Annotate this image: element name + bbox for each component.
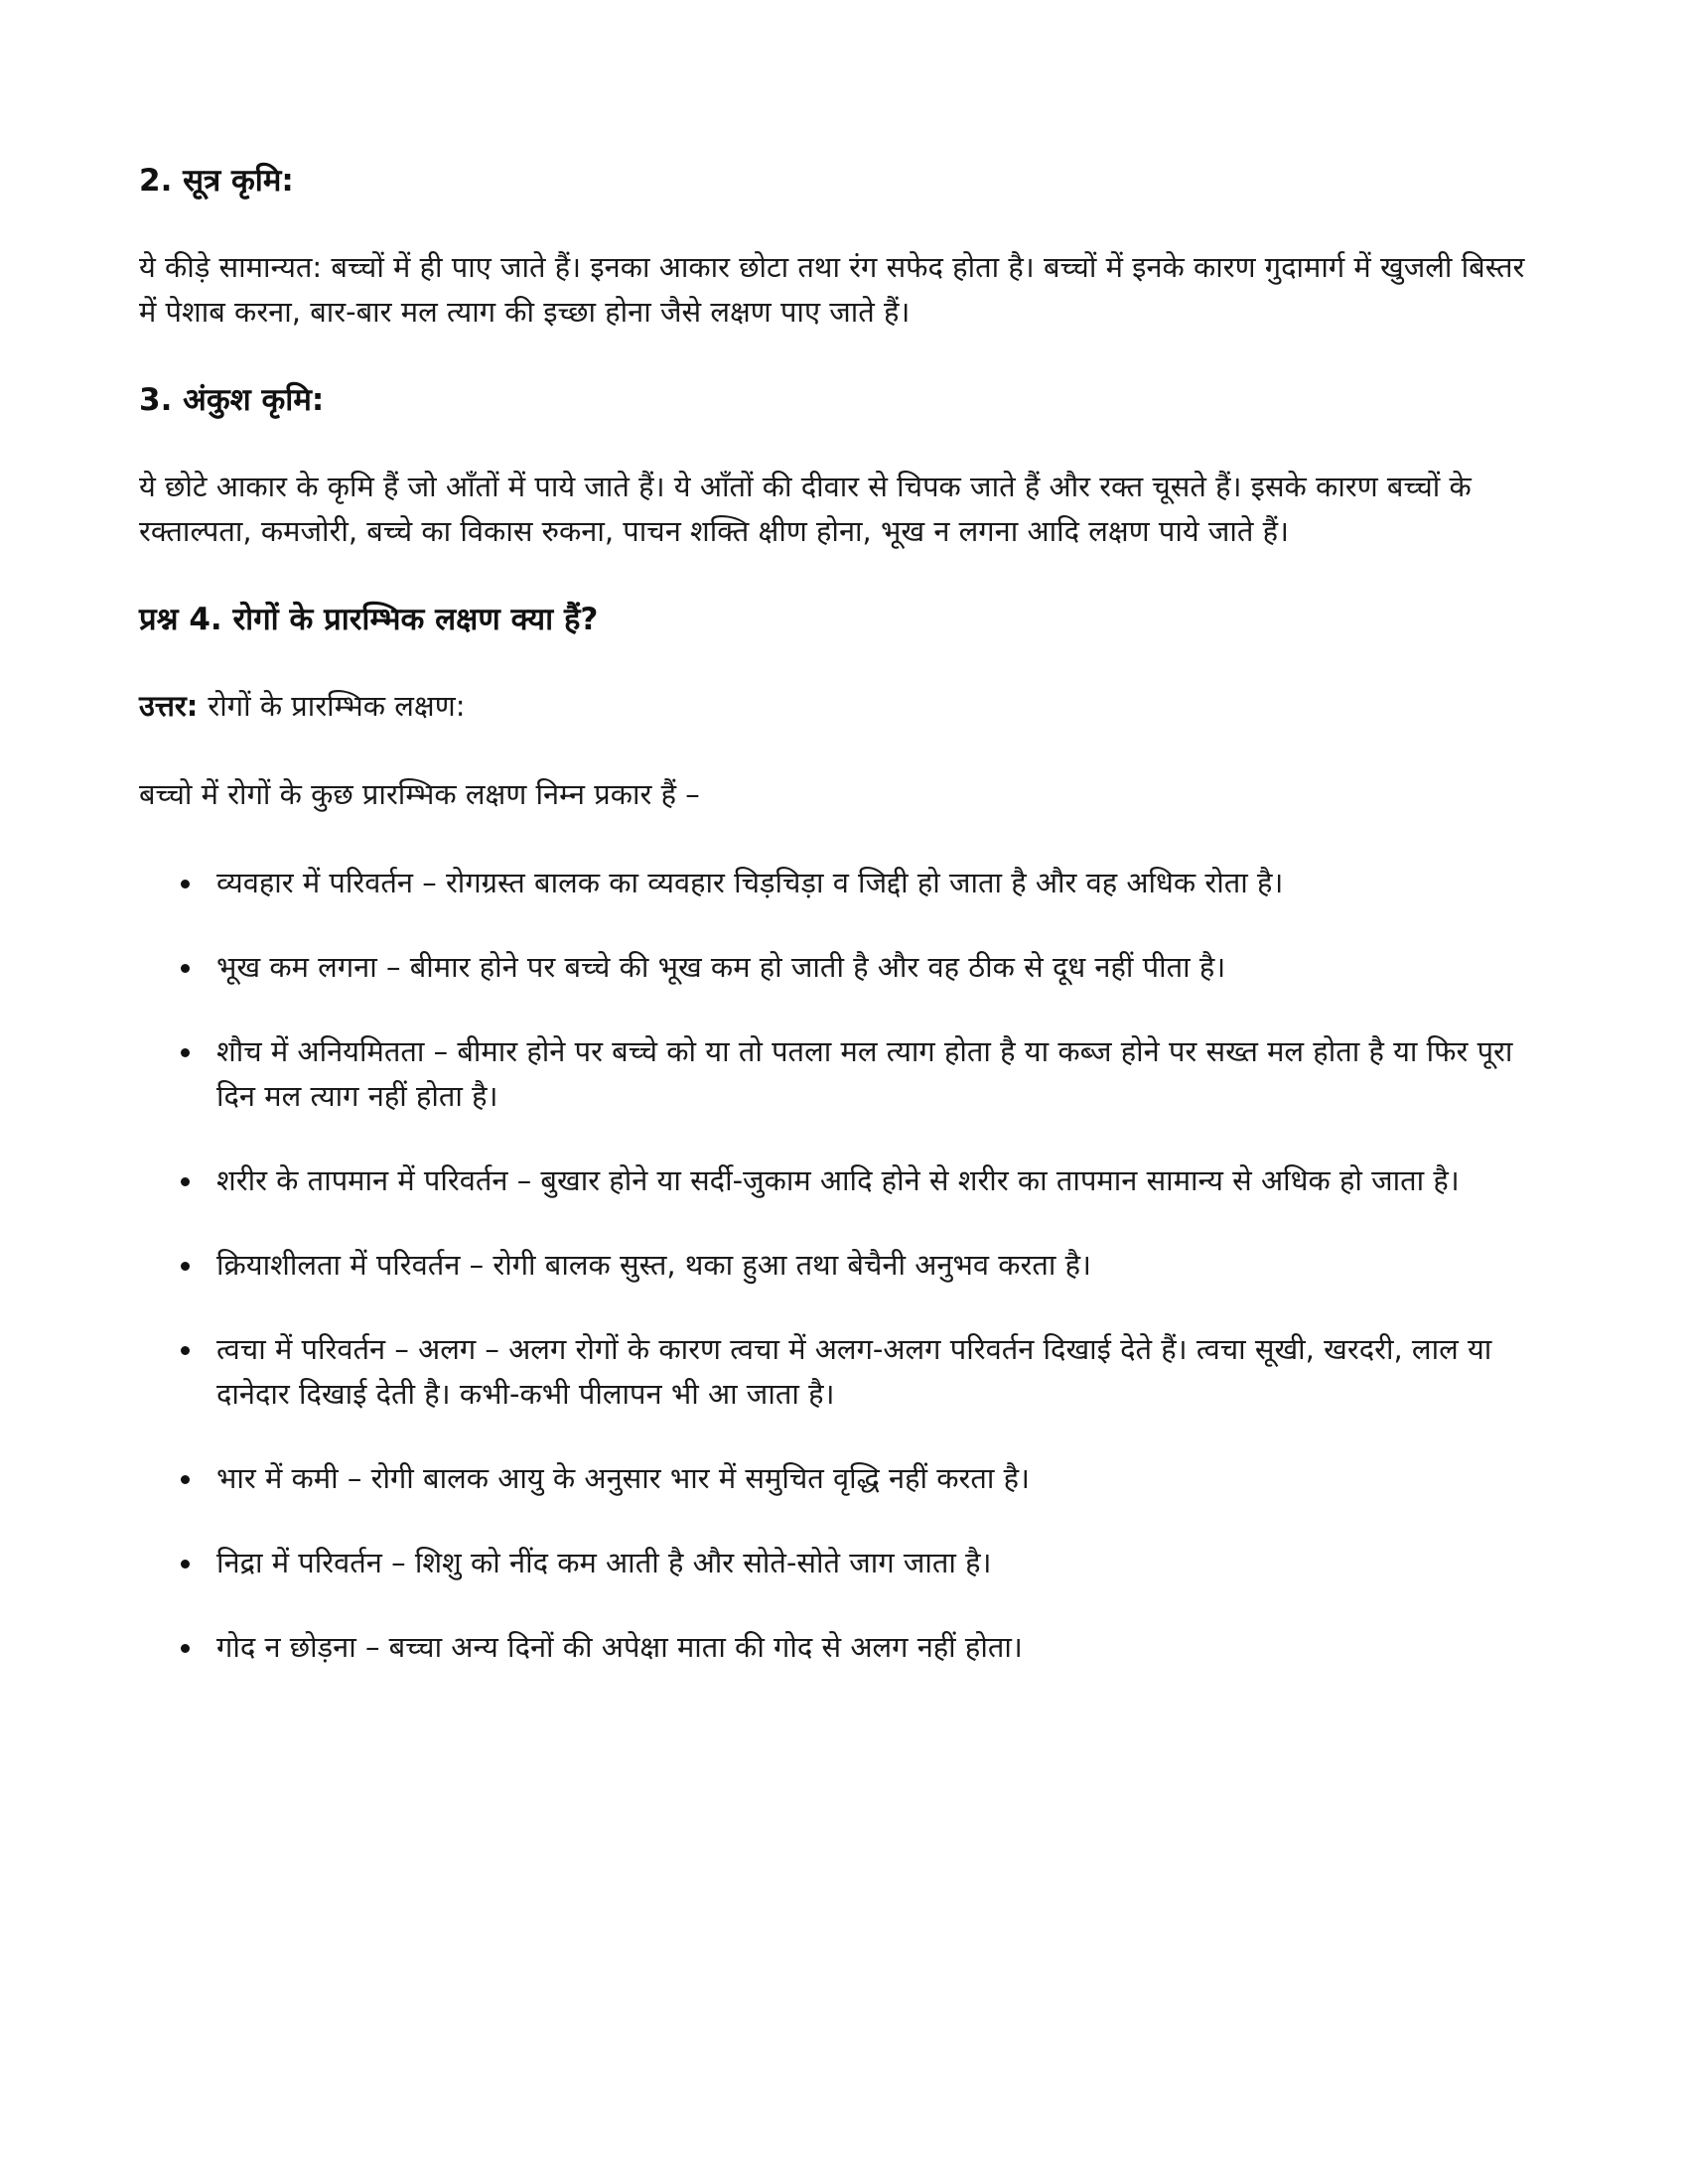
symptom-text: निद्रा में परिवर्तन – शिशु को नींद कम आती है और सोते-सोते जाग जाता है। <box>216 1546 992 1579</box>
symptom-text: भार में कमी – रोगी बालक आयु के अनुसार भार में समुचित वृद्धि नहीं करता है। <box>216 1461 1031 1495</box>
symptom-item-stool <box>139 1029 1529 1119</box>
symptom-item-lap <box>139 1625 1529 1670</box>
answer-label: उत्तर: <box>139 689 199 723</box>
symptom-text: भूख कम लगना – बीमार होने पर बच्चे की भूख कम हो जाती है और वह ठीक से दूध नहीं पीता है। <box>216 950 1226 984</box>
symptom-item-temperature <box>139 1159 1529 1203</box>
symptom-text: शरीर के तापमान में परिवर्तन – बुखार होने या सर्दी-जुकाम आदि होने से शरीर का तापमान सामान्य से अधिक हो जाता है। <box>216 1163 1460 1197</box>
ankush-krimi-heading: 3. अंकुश कृमि: <box>139 382 325 418</box>
symptom-item-behaviour <box>139 861 1529 905</box>
symptom-text: शौच में अनियमितता – बीमार होने पर बच्चे को या तो पतला मल त्याग होता है या कब्ज होने पर सख्त मल होता है या फिर पूरा दिन मल त्याग नहीं होता है। <box>216 1034 1513 1113</box>
bullet-icon <box>181 1644 190 1653</box>
symptom-item-sleep <box>139 1541 1529 1585</box>
answer-line <box>139 684 1539 729</box>
sutra-krimi-paragraph: ये कीड़े सामान्यत: बच्चों में ही पाए जाते हैं। इनका आकार छोटा तथा रंग सफेद होता है। बच्चों में इनके कारण गुदामार्ग में खुजली बिस्तर में पेशाब करना, बार-बार मल त्याग की इच्छा होना जैसे लक्षण पाए जाते हैं। <box>139 250 1525 329</box>
ankush-krimi-paragraph: ये छोटे आकार के कृमि हैं जो आँतों में पाये जाते हैं। ये आँतों की दीवार से चिपक जाते हैं और रक्त चूसते हैं। इसके कारण बच्चों के रक्ताल्पता, कमजोरी, बच्चे का विकास रुकना, पाचन शक्ति क्षीण होना, भूख न लगना आदि लक्षण पाये जाते हैं। <box>139 470 1472 548</box>
bullet-icon <box>181 1475 190 1484</box>
symptom-text: त्वचा में परिवर्तन – अलग – अलग रोगों के कारण त्वचा में अलग-अलग परिवर्तन दिखाई देते हैं। त्वचा सूखी, खरदरी, लाल या दानेदार दिखाई देती है। कभी-कभी पीलापन भी आ जाता है। <box>216 1332 1492 1411</box>
symptoms-list <box>139 861 1539 1670</box>
bullet-icon <box>181 1262 190 1271</box>
symptom-item-weight <box>139 1456 1529 1501</box>
bullet-icon <box>181 1560 190 1569</box>
symptom-text: व्यवहार में परिवर्तन – रोगग्रस्त बालक का व्यवहार चिड़चिड़ा व जिद्दी हो जाता है और वह अधिक रोता है। <box>216 866 1284 899</box>
bullet-icon <box>181 1177 190 1186</box>
symptoms-intro: बच्चो में रोगों के कुछ प्रारम्भिक लक्षण निम्न प्रकार हैं – <box>139 777 700 811</box>
symptom-text: गोद न छोड़ना – बच्चा अन्य दिनों की अपेक्षा माता की गोद से अलग नहीं होता। <box>216 1630 1023 1664</box>
symptom-item-skin <box>139 1327 1529 1417</box>
question-4-heading: प्रश्न 4. रोगों के प्रारम्भिक लक्षण क्या हैं? <box>139 602 599 637</box>
bullet-icon <box>181 964 190 973</box>
symptom-item-activity <box>139 1243 1529 1288</box>
answer-text: रोगों के प्रारम्भिक लक्षण: <box>208 689 466 723</box>
bullet-icon <box>181 1346 190 1355</box>
bullet-icon <box>181 880 190 888</box>
bullet-icon <box>181 1048 190 1057</box>
sutra-krimi-heading: 2. सूत्र कृमि: <box>139 163 294 199</box>
symptom-item-appetite <box>139 945 1529 990</box>
symptom-text: क्रियाशीलता में परिवर्तन – रोगी बालक सुस्त, थका हुआ तथा बेचैनी अनुभव करता है। <box>216 1248 1091 1282</box>
